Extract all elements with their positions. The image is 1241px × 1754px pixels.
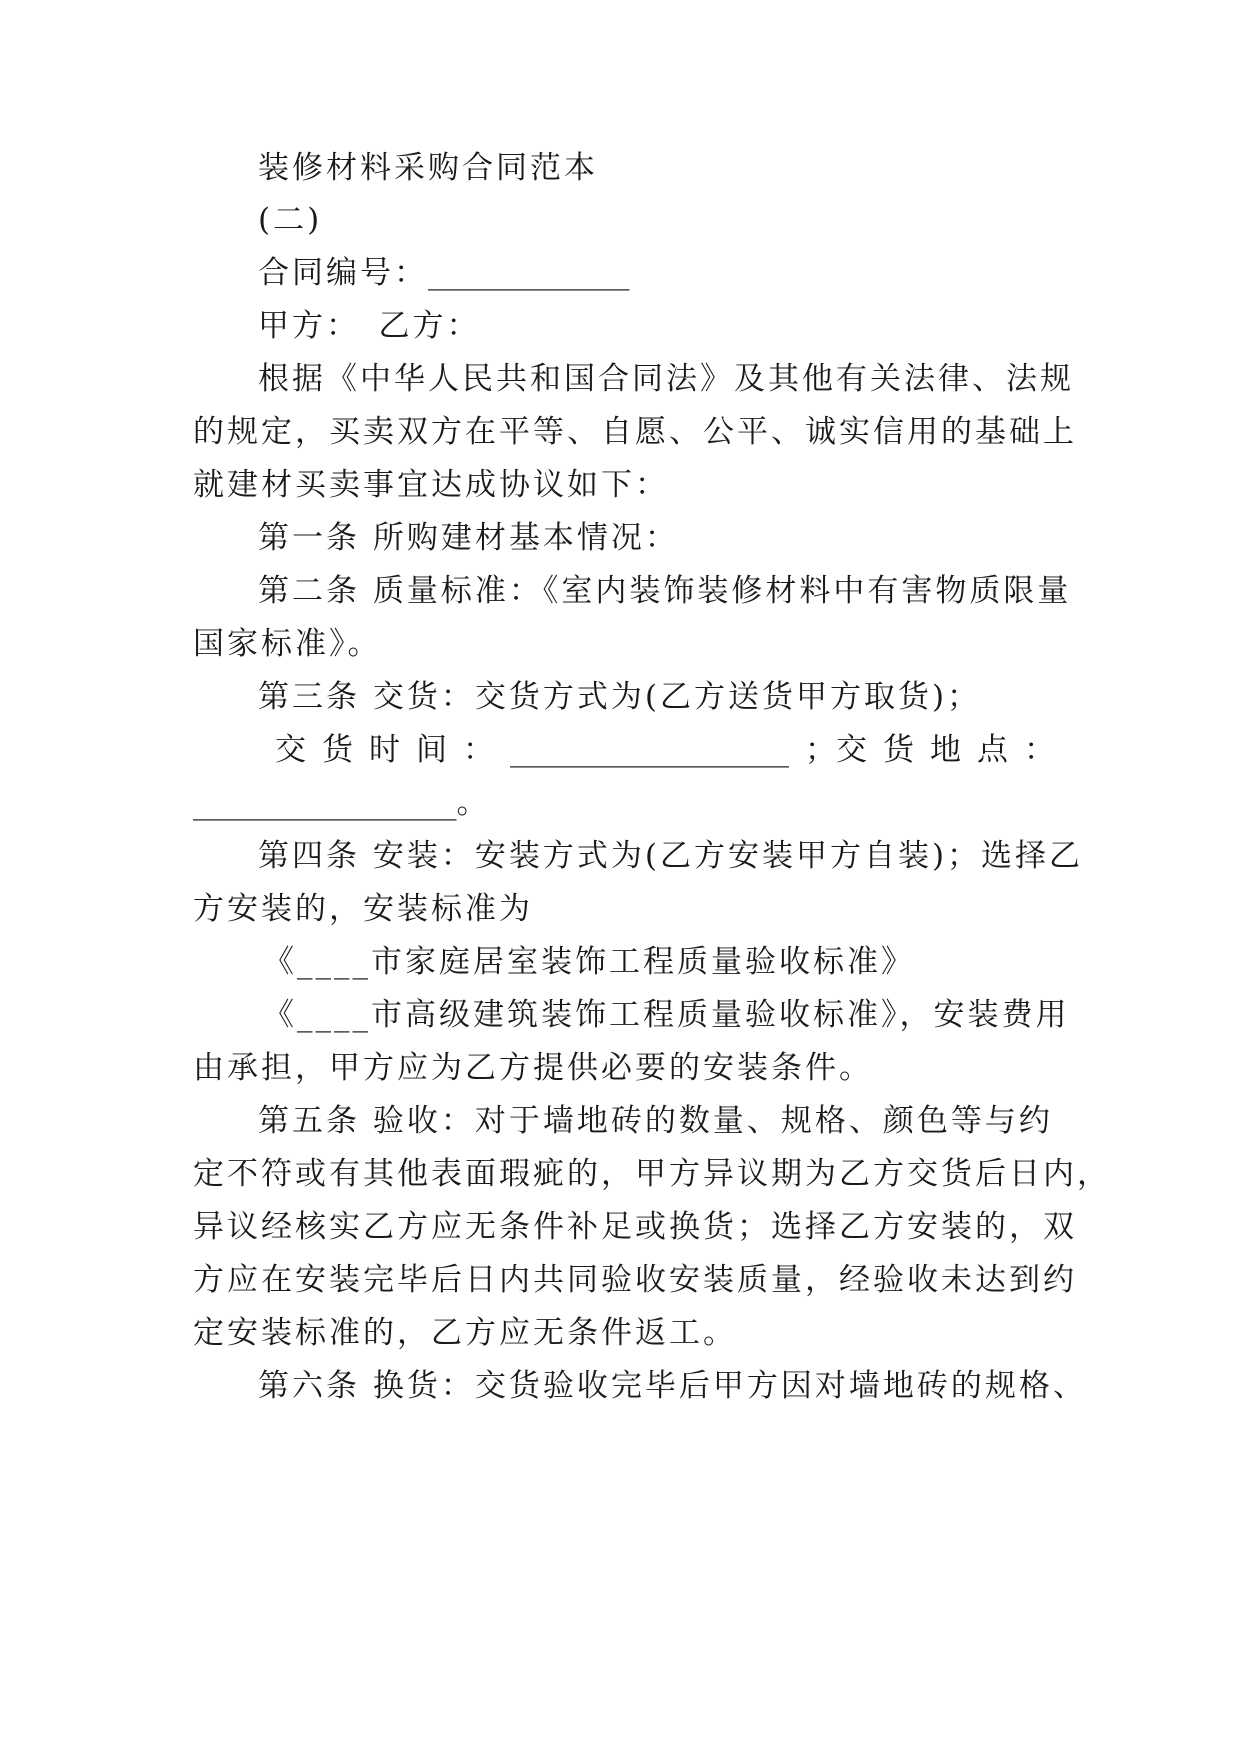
delivery-char: ： xyxy=(463,732,494,768)
delivery-char: 间 xyxy=(416,732,447,768)
intro-line-1: 根据《中华人民共和国合同法》及其他有关法律、法规 xyxy=(258,361,1074,397)
article-5-line-3: 异议经核实乙方应无条件补足或换货；选择乙方安装的，双 xyxy=(193,1209,1077,1245)
delivery-char: 货 xyxy=(322,732,353,768)
article-5-line-4: 方应在安装完毕后日内共同验收安装质量，经验收未达到约 xyxy=(193,1262,1077,1298)
standard-2-line-1: 《____市高级建筑装饰工程质量验收标准》，安装费用 xyxy=(263,997,1070,1033)
contract-number-line xyxy=(258,253,1118,293)
contract-number-blank: _____________ xyxy=(428,255,630,291)
article-5-line-1: 第五条 验收：对于墙地砖的数量、规格、颜色等与约 xyxy=(258,1103,1053,1139)
delivery-char: ；交 xyxy=(805,732,867,768)
delivery-char: ： xyxy=(1024,732,1055,768)
article-5-line-5: 定安装标准的，乙方应无条件返工。 xyxy=(193,1315,737,1351)
intro-line-2: 的规定，买卖双方在平等、自愿、公平、诚实信用的基础上 xyxy=(193,414,1077,450)
article-6: 第六条 换货：交货验收完毕后甲方因对墙地砖的规格、 xyxy=(258,1368,1087,1404)
delivery-time-place-line xyxy=(275,730,1055,770)
delivery-char: 点 xyxy=(977,732,1008,768)
delivery-place-blank: _________________。 xyxy=(193,785,488,821)
delivery-char: 交 xyxy=(275,732,306,768)
intro-line-3: 就建材买卖事宜达成协议如下： xyxy=(193,467,669,503)
standard-2-line-2: 由承担，甲方应为乙方提供必要的安装条件。 xyxy=(193,1050,873,1086)
article-2-line-2: 国家标准》。 xyxy=(193,626,382,662)
document-subtitle: (二) xyxy=(258,202,323,238)
parties-line: 甲方： 乙方： xyxy=(258,308,481,344)
delivery-time-blank: __________________ xyxy=(510,732,789,768)
article-2-line-1: 第二条 质量标准：《室内装饰装修材料中有害物质限量 xyxy=(258,573,1072,609)
document-title: 装修材料采购合同范本 xyxy=(258,150,598,186)
standard-1: 《____市家庭居室装饰工程质量验收标准》 xyxy=(263,944,915,980)
article-4-line-2: 方安装的，安装标准为 xyxy=(193,891,533,927)
article-4-line-1: 第四条 安装：安装方式为(乙方安装甲方自装)；选择乙 xyxy=(258,838,1084,874)
delivery-char: 地 xyxy=(930,732,961,768)
delivery-char: 时 xyxy=(369,732,400,768)
contract-number-label: 合同编号： xyxy=(258,255,428,291)
article-1: 第一条 所购建材基本情况： xyxy=(258,520,679,556)
article-3: 第三条 交货：交货方式为(乙方送货甲方取货)； xyxy=(258,679,982,715)
article-5-line-2: 定不符或有其他表面瑕疵的，甲方异议期为乙方交货后日内， xyxy=(193,1156,1111,1192)
delivery-char: 货 xyxy=(883,732,914,768)
